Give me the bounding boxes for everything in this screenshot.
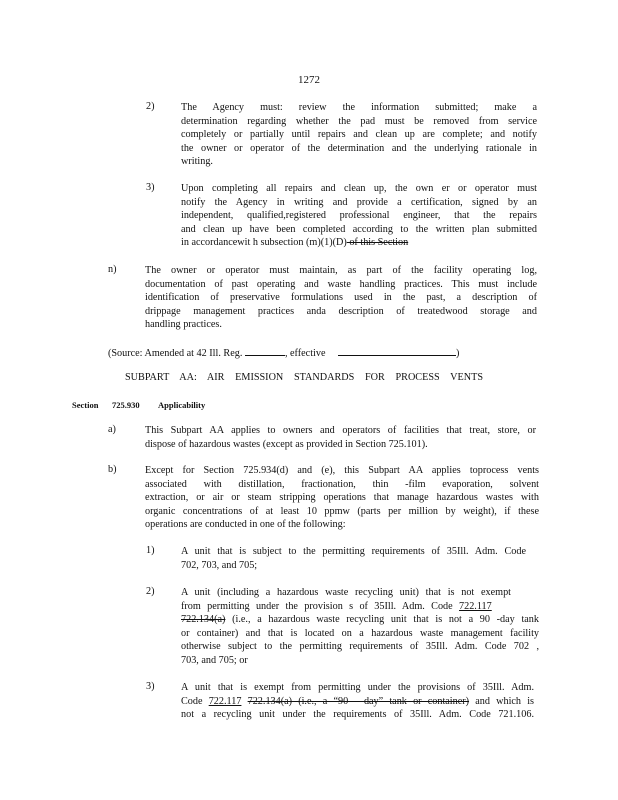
list-item-b1-number: 1) xyxy=(146,545,155,556)
text-line: extraction, or air or steam stripping operations that manage hazardous wastes with xyxy=(145,492,539,504)
struck-text: of this Section xyxy=(346,237,409,249)
text-line: 703, and 705; or xyxy=(181,654,248,666)
list-item-b1-text xyxy=(181,545,526,572)
page-number: 1272 xyxy=(298,74,320,86)
text-line xyxy=(181,600,507,614)
text-line: Upon completing all repairs and clean up, the own er or operator must xyxy=(181,183,537,194)
text-line: The owner or operator must maintain, as part of the facility operating log, xyxy=(145,265,537,276)
list-item-2-text xyxy=(181,101,537,169)
text-line: not a recycling unit under the requirements of 35Ill. Adm. Code 721.106. xyxy=(181,709,534,721)
text-line: 702, 703, and 705; xyxy=(181,559,258,571)
text-line: determination regarding whether the pad must be removed from service xyxy=(181,115,537,127)
blank-effective-date xyxy=(338,346,456,356)
text-line-plain: (i.e., a hazardous waste recycling unit that is not a 90 -day tank xyxy=(225,614,539,626)
text-line xyxy=(181,613,539,627)
subpart-heading: SUBPART AA: AIR EMISSION STANDARDS FOR PROCESS VENTS xyxy=(125,372,483,383)
list-item-a-text xyxy=(145,424,536,451)
list-item-b3-text xyxy=(181,681,534,722)
text-line: associated with distillation, fractionation, thin -film evaporation, solvent xyxy=(145,478,539,490)
text-line xyxy=(181,695,534,709)
underlined-text: 722.117 xyxy=(208,695,242,707)
text-line: The Agency must: review the information submitted; make a xyxy=(181,102,537,113)
list-item-b-text xyxy=(145,464,539,532)
text-line: A unit that is exempt from permitting under the provisions of 35Ill. Adm. xyxy=(181,682,534,693)
text-line: handling practices. xyxy=(145,319,222,331)
text-line: identification of preservative formulations used in the past, a description of xyxy=(145,292,537,304)
list-item-b3-number: 3) xyxy=(146,681,155,692)
text-line: and clean up have been completed according to the written plan submitted xyxy=(181,223,537,235)
text-line: documentation of past operating and waste handling practices. This must include xyxy=(145,278,537,290)
text-line: or container) and that is located on a hazardous waste management facility xyxy=(181,627,539,639)
list-item-3-text xyxy=(181,182,537,250)
source-suffix: ) xyxy=(456,348,460,359)
text-line: completely or partially until repairs and clean up are complete; and notify xyxy=(181,129,537,141)
text-line: A unit (including a hazardous waste recycling unit) that is not exempt xyxy=(181,587,511,598)
list-item-n-number: n) xyxy=(108,264,117,275)
list-item-b-number: b) xyxy=(108,464,117,475)
list-item-b2-number: 2) xyxy=(146,586,155,597)
list-item-2-number: 2) xyxy=(146,101,155,112)
text-line-plain: in accordancewit h subsection (m)(1)(D) xyxy=(181,237,347,249)
source-note xyxy=(108,346,459,359)
list-item-b2-text xyxy=(181,586,539,668)
text-line: independent, qualified,registered professional engineer, that the repairs xyxy=(181,210,537,222)
text-line-plain: Code xyxy=(181,695,209,707)
source-prefix: (Source: Amended at 42 Ill. Reg. xyxy=(108,348,243,359)
text-line: notify the Agency in writing and provide a certification, signed by an xyxy=(181,196,537,208)
source-middle: , effective xyxy=(284,348,326,359)
section-title: Applicability xyxy=(158,400,206,410)
text-line: dispose of hazardous wastes (except as provided in Section 725.101). xyxy=(145,438,428,450)
list-item-a-number: a) xyxy=(108,424,116,435)
text-line: A unit that is subject to the permitting requirements of 35Ill. Adm. Code xyxy=(181,546,526,557)
text-line: the owner or operator of the determination and the underlying rationale in xyxy=(181,142,537,154)
list-item-3-number: 3) xyxy=(146,182,155,193)
section-number: 725.930 xyxy=(112,400,140,410)
text-line: Except for Section 725.934(d) and (e), this Subpart AA applies toprocess vents xyxy=(145,465,539,476)
text-line: writing. xyxy=(181,156,213,168)
text-line: This Subpart AA applies to owners and operators of facilities that treat, store, or xyxy=(145,425,536,436)
text-line: operations are conducted in one of the following: xyxy=(145,519,346,531)
list-item-n-text xyxy=(145,264,537,332)
text-line: organic concentrations of at least 10 ppmw (parts per million by weight), if these xyxy=(145,505,539,517)
text-line-plain: from permitting under the provision s of 35Ill. Adm. Code xyxy=(181,600,460,612)
text-line xyxy=(181,236,537,250)
struck-text: 722.134(a) (i.e., a “90 - day” tank or container) xyxy=(247,695,470,707)
struck-text: 722.134(a) xyxy=(181,614,226,626)
blank-register-number xyxy=(245,346,285,356)
text-line-plain: and which is xyxy=(469,695,534,707)
text-line: drippage management practices anda description of treatedwood storage and xyxy=(145,305,537,317)
text-line: otherwise subject to the permitting requirements of 35Ill. Adm. Code 702 , xyxy=(181,641,539,653)
section-label: Section xyxy=(72,400,99,410)
underlined-text: 722.117 xyxy=(459,600,492,612)
